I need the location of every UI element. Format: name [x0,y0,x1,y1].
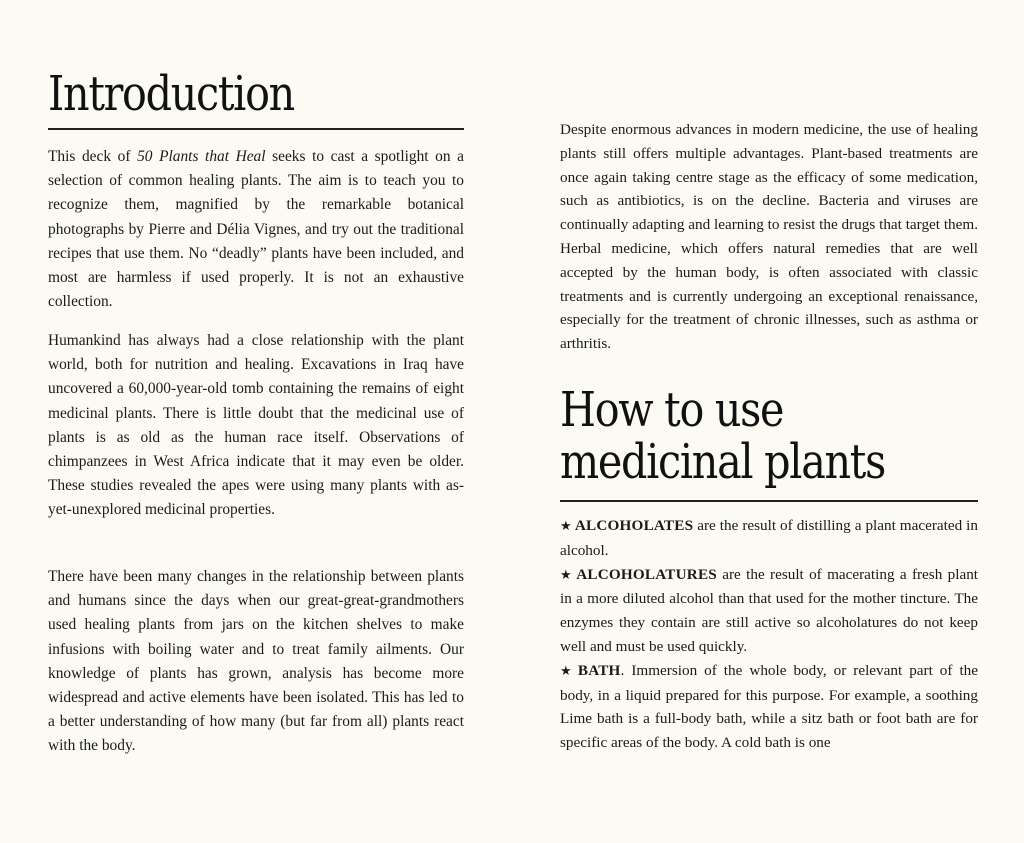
definition-item [560,563,978,659]
star-icon: ★ [560,567,574,583]
intro-paragraph-2: Humankind has always had a close relationship with the plant world, both for nutrition and healing. Excavations in Iraq have uncovered a 60,000-year-old tomb containing the remains of eight medicinal plants. There is little doubt that the medicinal use of plants is as old as the human race itself. Observations of chimpanzees in West Africa indicate that it may even be older. These studies revealed the apes were using many plants with as-yet-unexplored medicinal properties. [48,332,464,519]
introduction-heading: Introduction [48,66,294,122]
definition-term: BATH [577,661,621,679]
advantages-paragraph: Despite enormous advances in modern medicine, the use of healing plants still offers multiple advantages. Plant-based treatments are once again taking centre stage as the efficacy of some medication, such as antibiotics, is on the decline. Bacteria and viruses are continually adapting and learning to resist the drugs that target them. Herbal medicine, which offers natural remedies that are well accepted by the human body, is often associated with classic treatments and is currently undergoing an exceptional renaissance, especially for the treatment of chronic illnesses, such as asthma or arthritis. [560,121,978,353]
definition-text: . Immersion of the whole body, or relevant part of the body, in a liquid prepared for this purpose. For example, a soothing Lime bath is a full-body bath, while a sitz bath or foot bath are for specific areas of the body. A cold bath is one [560,661,979,752]
definition-item [560,514,978,563]
para1-body-text: seeks to cast a spotlight on a selection of common healing plants. The aim is to teach you to recognize them, magnified by the remarkable botanical photographs by Pierre and Délia Vignes, and try out the traditional recipes that use them. No “deadly” plants have been included, and most are harmless if used properly. It is not an exhaustive collection. [48,148,464,311]
how-to-use-heading [560,384,885,488]
left-page [48,0,464,843]
intro-paragraph-1 [48,145,464,314]
heading-line-1: How to use [560,382,784,438]
definition-text: are the result of macerating a fresh plant in a more diluted alcohol than that used for the mother tincture. The enzymes they contain are still active so alcoholatures do not keep well and must be used quickly. [560,565,979,655]
intro-paragraph-3: There have been many changes in the relationship between plants and humans since the days when our great-great-grandmothers used healing plants from jars on the kitchen shelves to make infusions with boiling water and to treat family ailments. Our knowledge of plants has grown, analysis has become more widespread and active elements have been isolated. This has led to a better understanding of how many (but far from all) plants react with the body. [48,568,464,755]
definitions-list [560,514,978,755]
para1-lead-text: This deck of [48,148,138,165]
right-page [560,0,978,843]
definition-text: are the result of distilling a plant macerated in alcohol. [560,517,979,559]
star-icon: ★ [560,663,575,679]
heading-rule [48,128,464,130]
definition-item [560,659,978,755]
heading-line-2: medicinal plants [560,434,885,490]
definition-term: ALCOHOLATES [574,517,694,534]
deck-title: 50 Plants that Heal [137,148,266,165]
star-icon: ★ [560,519,572,534]
heading-rule [560,500,978,502]
definition-term: ALCOHOLATURES [576,565,717,583]
